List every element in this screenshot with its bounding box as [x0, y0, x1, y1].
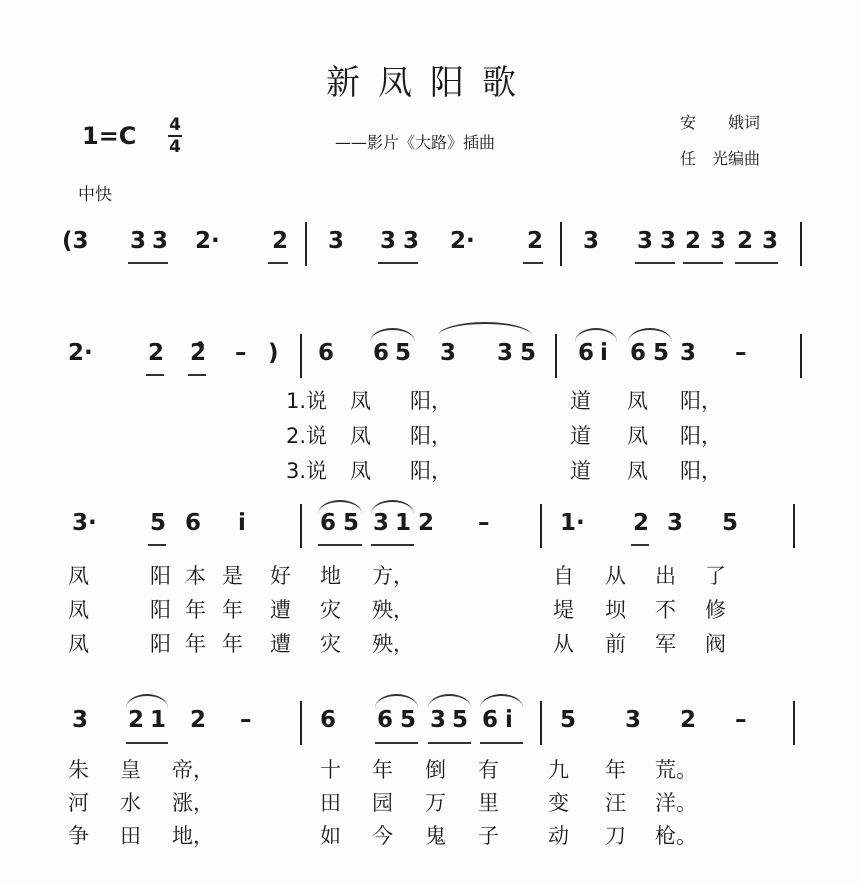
lyric-word: 坝 [605, 598, 626, 622]
beam-underline [735, 262, 778, 264]
beam-underline [188, 374, 206, 376]
lyric-word: 修 [705, 598, 726, 622]
lyric-word: 前 [605, 632, 626, 656]
note: 6 [377, 707, 394, 733]
slur [480, 694, 523, 708]
time-top: 4 [169, 115, 181, 135]
note: i̇ [238, 510, 246, 536]
lyric-word: 地， [172, 824, 214, 848]
lyric-word: 出 [655, 564, 676, 588]
lyricist: 安 娥词 [680, 113, 761, 132]
lyric-word: 刀 [605, 824, 626, 848]
barline [540, 701, 542, 745]
note: 3 [583, 228, 600, 254]
lyric-word: 帝， [172, 758, 214, 782]
note: 5 [560, 707, 577, 733]
slur [370, 328, 415, 342]
beam-underline [378, 262, 418, 264]
lyric-word: 凤 [68, 598, 89, 622]
note: 2· [450, 228, 475, 254]
lyric-word: 子 [478, 824, 499, 848]
barline [305, 222, 307, 266]
time-signature [168, 116, 182, 156]
lyric-word: 阳， [680, 424, 722, 448]
note: – [240, 707, 252, 733]
lyric-word: 年 [372, 758, 393, 782]
lyric-word: 鬼 [425, 824, 446, 848]
lyric-word: 有 [478, 758, 499, 782]
lyric-word: 荒。 [655, 758, 697, 782]
barline [793, 504, 795, 548]
lyric-word: 方， [372, 564, 414, 588]
lyric-word: 年 [185, 632, 206, 656]
tempo-marking: 中快 [78, 185, 112, 205]
lyric-word: 遭 [270, 632, 291, 656]
lyric-word: 洋。 [655, 791, 697, 815]
lyric-word: 不 [655, 598, 676, 622]
lyric-word: 阳， [410, 459, 452, 483]
lyric-word: 凤 [627, 389, 648, 413]
lyric-word: 今 [372, 824, 393, 848]
note: 2 [680, 707, 697, 733]
lyric-word: 田 [320, 791, 341, 815]
slur [126, 694, 168, 708]
note: 2 [272, 228, 289, 254]
note: i̇ [505, 707, 513, 733]
note: ) [268, 340, 279, 366]
beam-underline [126, 742, 168, 744]
beam-underline [148, 544, 166, 546]
barline [555, 334, 557, 378]
lyric-word: 地 [320, 564, 341, 588]
lyric-word: 殃， [372, 632, 414, 656]
lyric-word: 从 [553, 632, 574, 656]
barline [300, 504, 302, 548]
note: 2· [68, 340, 93, 366]
note: 5 [722, 510, 739, 536]
lyric-word: 阳， [680, 389, 722, 413]
note: – [235, 340, 247, 366]
barline [800, 334, 802, 378]
slur [371, 500, 414, 514]
beam-underline [635, 262, 675, 264]
note: – [478, 510, 490, 536]
note: – [735, 707, 747, 733]
lyric-word: 年 [185, 598, 206, 622]
slur [438, 322, 532, 336]
lyric-word: 阳， [680, 459, 722, 483]
lyric-word: 殃， [372, 598, 414, 622]
lyric-word: 水 [120, 791, 141, 815]
lyric-word: 凤 [68, 632, 89, 656]
note: 6 [320, 707, 337, 733]
lyric-word: 是 [222, 564, 243, 588]
barline [560, 222, 562, 266]
lyric-word: 阀 [705, 632, 726, 656]
lyric-word: 争 [68, 824, 89, 848]
note: 3 [328, 228, 345, 254]
note: 5 [395, 340, 412, 366]
lyric-word: 凤 [627, 424, 648, 448]
note: 3 [440, 340, 457, 366]
lyric-word: 凤 [350, 459, 371, 483]
lyric-word: 阳 [150, 564, 171, 588]
lyric-word: 好 [270, 564, 291, 588]
beam-underline [523, 262, 543, 264]
lyric-word: 灾 [320, 598, 341, 622]
note: 2 [148, 340, 165, 366]
note: 6 [318, 340, 335, 366]
slur [628, 328, 672, 342]
note: 3 [430, 707, 447, 733]
note: 3 [152, 228, 169, 254]
lyric-word: 凤 [68, 564, 89, 588]
barline [300, 701, 302, 745]
lyric-word: 本 [185, 564, 206, 588]
note: 6 [185, 510, 202, 536]
lyric-word: 阳， [410, 389, 452, 413]
note: 6 [578, 340, 595, 366]
beam-underline [480, 742, 523, 744]
note: 5 [343, 510, 360, 536]
lyric-word: 朱 [68, 758, 89, 782]
note: 3 [625, 707, 642, 733]
note: 5 [520, 340, 537, 366]
lyric-word: 河 [68, 791, 89, 815]
note: i̇ [600, 340, 608, 366]
time-bottom: 4 [169, 137, 181, 157]
note: – [735, 340, 747, 366]
lyric-word: 灾 [320, 632, 341, 656]
note: 2̂ [190, 340, 207, 366]
lyric-word: 年 [605, 758, 626, 782]
note: 3 [710, 228, 727, 254]
note: 3· [72, 510, 97, 536]
note: 1· [560, 510, 585, 536]
lyric-word: 军 [655, 632, 676, 656]
lyric-word: 阳 [150, 598, 171, 622]
lyric-word: 九 [548, 758, 569, 782]
note: 3 [660, 228, 677, 254]
lyric-word: 凤 [627, 459, 648, 483]
lyric-word: 枪。 [655, 824, 697, 848]
note: 5 [150, 510, 167, 536]
note: 1 [395, 510, 412, 536]
lyric-word: 园 [372, 791, 393, 815]
note: 3 [680, 340, 697, 366]
lyric-word: 凤 [350, 424, 371, 448]
lyric-word: 变 [548, 791, 569, 815]
note: 3 [380, 228, 397, 254]
note: (3 [62, 228, 89, 254]
beam-underline [375, 742, 418, 744]
lyric-word: 阳， [410, 424, 452, 448]
note: 3 [130, 228, 147, 254]
barline [540, 504, 542, 548]
lyric-word: 道 [570, 389, 591, 413]
note: 6 [482, 707, 499, 733]
composer: 任 光编曲 [680, 149, 761, 168]
key-signature: 1=C [82, 122, 137, 150]
lyric-word: 万 [425, 791, 446, 815]
note: 6 [320, 510, 337, 536]
lyric-word: 汪 [605, 791, 626, 815]
barline [800, 222, 802, 266]
note: 3 [403, 228, 420, 254]
lyric-word: 自 [553, 564, 574, 588]
lyric-word: 阳 [150, 632, 171, 656]
lyric-word: 涨， [172, 791, 214, 815]
note: 2 [737, 228, 754, 254]
note: 2 [190, 707, 207, 733]
song-title: 新凤阳歌 [326, 63, 534, 103]
lyric-word: 皇 [120, 758, 141, 782]
note: 2· [195, 228, 220, 254]
lyric-word: 田 [120, 824, 141, 848]
note: 2 [633, 510, 650, 536]
beam-underline [631, 544, 649, 546]
note: 5 [400, 707, 417, 733]
note: 6 [630, 340, 647, 366]
beam-underline [683, 262, 723, 264]
note: 1 [150, 707, 167, 733]
lyric-word: 了 [705, 564, 726, 588]
lyric-word: 道 [570, 424, 591, 448]
note: 3 [497, 340, 514, 366]
lyric-word: 凤 [350, 389, 371, 413]
note: 2 [685, 228, 702, 254]
lyric-word: 十 [320, 758, 341, 782]
beam-underline [268, 262, 288, 264]
slur [318, 500, 362, 514]
note: 2 [527, 228, 544, 254]
lyric-word: 倒 [425, 758, 446, 782]
note: 3 [72, 707, 89, 733]
beam-underline [371, 544, 414, 546]
lyric-word: 2.说 [286, 424, 328, 448]
note: 2 [418, 510, 435, 536]
lyric-word: 道 [570, 459, 591, 483]
slur [375, 694, 418, 708]
lyric-word: 遭 [270, 598, 291, 622]
lyric-word: 从 [605, 564, 626, 588]
note: 5 [452, 707, 469, 733]
lyric-word: 年 [222, 598, 243, 622]
barline [793, 701, 795, 745]
slur [428, 694, 471, 708]
note: 5 [653, 340, 670, 366]
lyric-word: 1.说 [286, 389, 328, 413]
lyric-word: 动 [548, 824, 569, 848]
subtitle: ——影片《大路》插曲 [335, 133, 496, 152]
beam-underline [128, 262, 168, 264]
note: 3 [762, 228, 779, 254]
note: 3 [637, 228, 654, 254]
beam-underline [146, 374, 164, 376]
note: 6 [373, 340, 390, 366]
lyric-word: 3.说 [286, 459, 328, 483]
lyric-word: 年 [222, 632, 243, 656]
beam-underline [428, 742, 471, 744]
lyric-word: 里 [478, 791, 499, 815]
slur [575, 328, 617, 342]
lyric-word: 如 [320, 824, 341, 848]
beam-underline [318, 544, 362, 546]
barline [300, 334, 302, 378]
note: 3 [373, 510, 390, 536]
note: 2 [128, 707, 145, 733]
note: 3 [667, 510, 684, 536]
lyric-word: 堤 [553, 598, 574, 622]
